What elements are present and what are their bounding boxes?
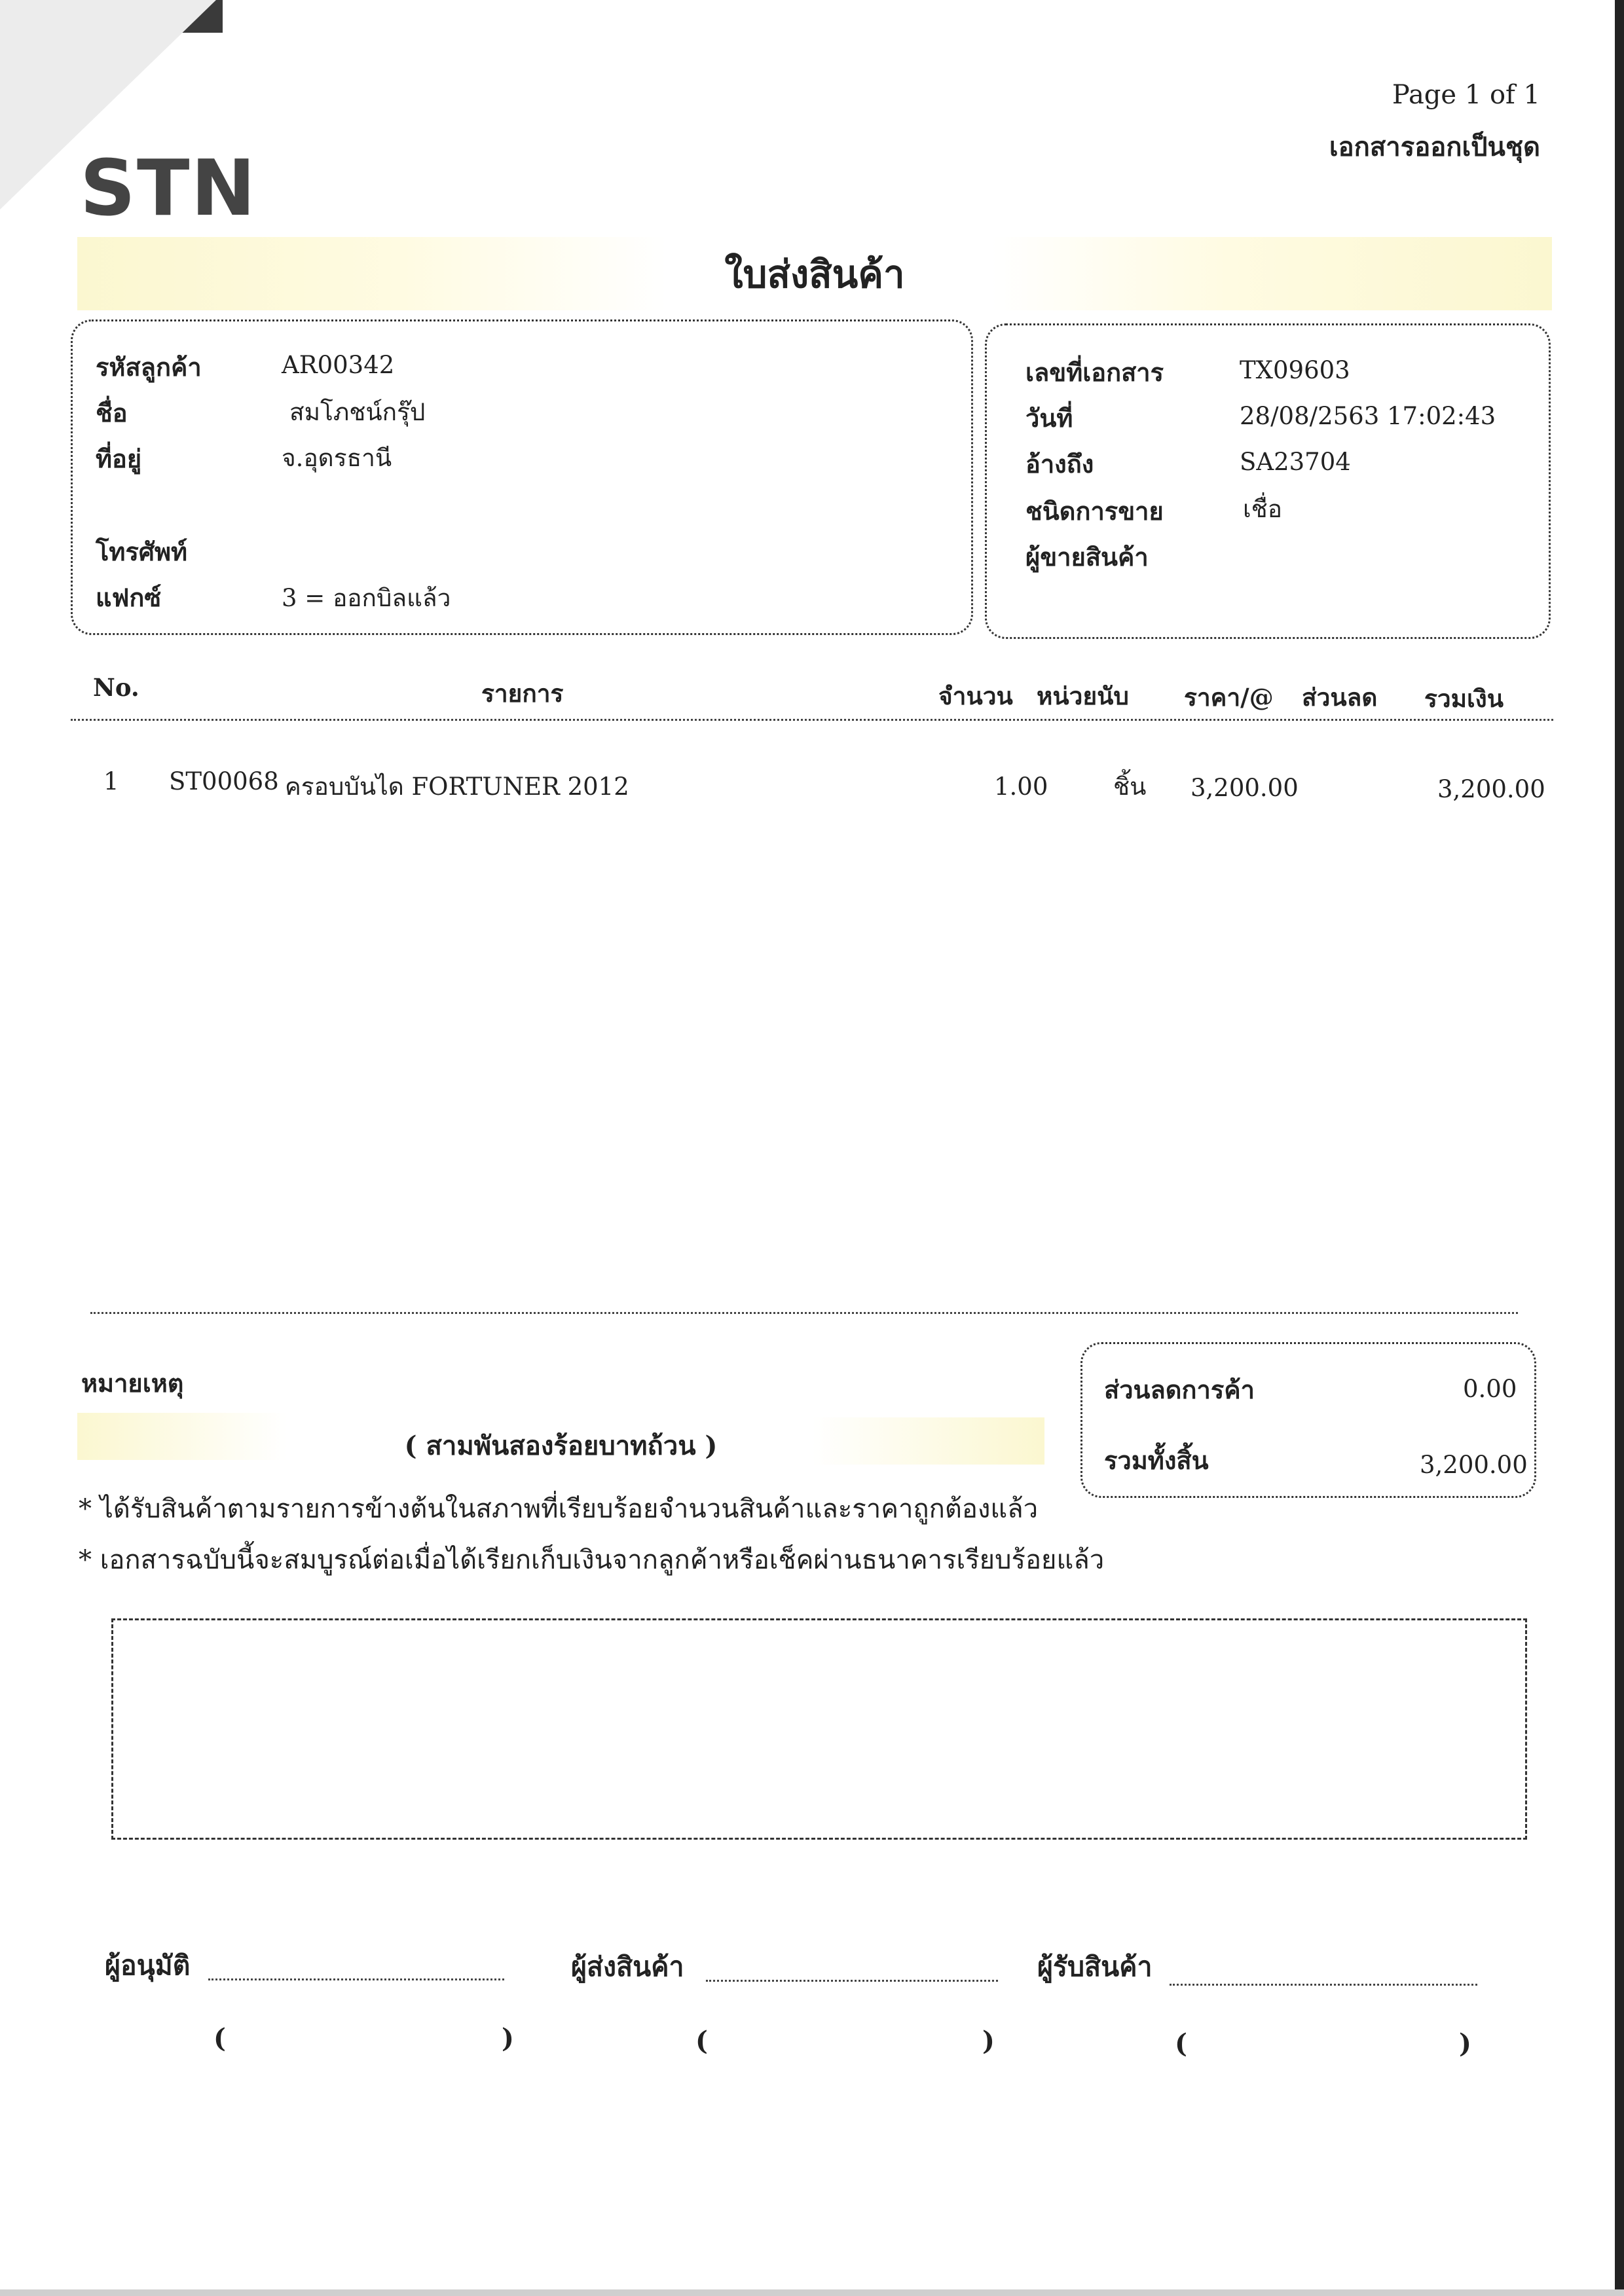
approver-sign-line: [208, 1978, 504, 1980]
trade-discount-label: ส่วนลดการค้า: [1104, 1375, 1255, 1404]
customer-name: สมโภชน์กรุ๊ป: [289, 398, 426, 426]
sale-type-label: ชนิดการขาย: [1025, 496, 1164, 526]
approver-label: ผู้อนุมัติ: [105, 1950, 191, 1981]
sender-label: ผู้ส่งสินค้า: [571, 1951, 684, 1982]
table-bottom-rule: [90, 1312, 1518, 1314]
note-received: * ได้รับสินค้าตามรายการข้างต้นในสภาพที่เรียบร้อยจำนวนสินค้าและราคาถูกต้องแล้ว: [79, 1494, 1039, 1524]
row-description: ครอบบันได FORTUNER 2012: [285, 773, 629, 801]
receiver-label: ผู้รับสินค้า: [1037, 1951, 1153, 1982]
scan-edge-bottom: [0, 2289, 1624, 2296]
seller-label: ผู้ขายสินค้า: [1025, 542, 1149, 572]
col-header-price: ราคา/@: [1184, 683, 1274, 712]
col-header-no: No.: [93, 673, 139, 702]
table-header-rule: [71, 719, 1553, 721]
customer-phone-label: โทรศัพท์: [96, 537, 188, 566]
row-unit: ชิ้น: [1113, 773, 1147, 801]
col-header-unit: หน่วยนับ: [1037, 682, 1129, 710]
document-set-note: เอกสารออกเป็นชุด: [1329, 132, 1540, 162]
company-logo: STN: [80, 143, 257, 233]
customer-address-label: ที่อยู่: [96, 444, 142, 473]
col-header-total: รวมเงิน: [1424, 684, 1504, 713]
grand-total-label: รวมทั้งสิ้น: [1104, 1446, 1209, 1475]
row-total: 3,200.00: [1437, 775, 1545, 803]
col-header-qty: จำนวน: [938, 682, 1013, 710]
doc-date-label: วันที่: [1025, 403, 1073, 433]
receiver-open-paren: (: [1175, 2028, 1187, 2059]
row-price: 3,200.00: [1190, 774, 1299, 802]
customer-info-box: [71, 319, 973, 635]
customer-code-label: รหัสลูกค้า: [96, 352, 202, 382]
sender-close-paren: ): [982, 2026, 995, 2056]
note-validity: * เอกสารฉบับนี้จะสมบูรณ์ต่อเมื่อได้เรียกเก็บเงินจากลูกค้าหรือเช็คผ่านธนาคารเรียบร้อยแล้ว: [79, 1545, 1105, 1575]
stamp-area: [111, 1618, 1527, 1840]
amount-in-words: ( สามพันสองร้อยบาทถ้วน ): [404, 1430, 718, 1461]
customer-address: จ.อุดรธานี: [282, 444, 392, 472]
col-header-item: รายการ: [481, 679, 564, 708]
remarks-label: หมายเหตุ: [81, 1368, 184, 1398]
document-title: ใบส่งสินค้า: [724, 252, 905, 297]
col-header-discount: ส่วนลด: [1302, 683, 1378, 712]
doc-ref: SA23704: [1240, 448, 1351, 476]
sender-sign-line: [706, 1980, 998, 1982]
receiver-close-paren: ): [1459, 2028, 1471, 2059]
sender-open-paren: (: [695, 2026, 708, 2056]
sale-type: เชื่อ: [1243, 495, 1282, 523]
customer-fax: 3 = ออกบิลแล้ว: [282, 584, 451, 612]
scan-edge-right: [1615, 0, 1624, 2296]
approver-close-paren: ): [502, 2023, 514, 2054]
customer-fax-label: แฟกซ์: [96, 583, 162, 612]
row-qty: 1.00: [994, 773, 1048, 801]
row-no: 1: [103, 767, 119, 795]
receiver-sign-line: [1170, 1984, 1477, 1986]
customer-code: AR00342: [282, 351, 395, 379]
page-number: Page 1 of 1: [1392, 80, 1540, 110]
customer-name-label: ชื่อ: [96, 398, 128, 428]
trade-discount-value: 0.00: [1463, 1375, 1517, 1403]
row-item-code: ST00068: [169, 767, 279, 795]
doc-date: 28/08/2563 17:02:43: [1240, 402, 1496, 430]
doc-number: TX09603: [1240, 356, 1350, 384]
approver-open-paren: (: [213, 2023, 226, 2054]
doc-ref-label: อ้างถึง: [1025, 449, 1094, 479]
doc-number-label: เลขที่เอกสาร: [1025, 357, 1164, 387]
grand-total-value: 3,200.00: [1420, 1451, 1528, 1479]
